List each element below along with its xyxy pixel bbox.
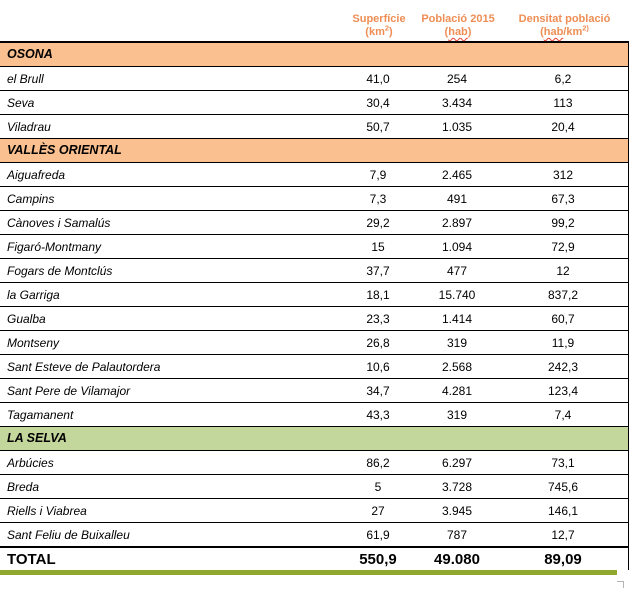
municipality-name: Montseny — [7, 335, 60, 350]
total-label: TOTAL — [7, 550, 56, 568]
municipality-name: Viladrau — [7, 119, 51, 134]
poblacio-value: 254 — [446, 71, 468, 86]
section-header: VALLÈS ORIENTAL — [0, 139, 628, 163]
superficie-value: 34,7 — [366, 383, 390, 398]
table-row — [0, 283, 628, 307]
superficie-value: 86,2 — [366, 455, 390, 470]
table-row — [0, 355, 628, 379]
municipality-name: Riells i Viabrea — [7, 503, 87, 518]
densitat-value: 73,1 — [551, 455, 575, 470]
superficie-value: 7,3 — [369, 191, 387, 206]
bottom-accent-bar — [0, 570, 617, 575]
poblacio-value: 3.434 — [441, 95, 473, 110]
municipality-name: Figaró-Montmany — [7, 239, 102, 254]
superficie-value: 26,8 — [366, 335, 390, 350]
municipality-name: Campins — [7, 191, 55, 206]
superficie-value: 29,2 — [366, 215, 390, 230]
column-header-row — [0, 0, 629, 43]
superficie-value: 18,1 — [366, 287, 390, 302]
poblacio-value: 1.414 — [441, 311, 473, 326]
column-header-superficie — [342, 13, 416, 41]
municipality-name: Gualba — [7, 311, 46, 326]
municipality-name: Arbúcies — [7, 455, 54, 470]
densitat-value: 12 — [556, 263, 570, 278]
densitat-value: 72,9 — [551, 239, 575, 254]
densitat-value: 123,4 — [547, 383, 579, 398]
column-header-poblacio — [416, 13, 500, 41]
table-body — [0, 43, 629, 570]
densitat-value: 242,3 — [547, 359, 579, 374]
column-unit: ($hab/km^{2)}$ — [540, 23, 589, 38]
poblacio-value: 319 — [446, 407, 468, 422]
table-row — [0, 475, 628, 499]
municipality-name: Fogars de Montclús — [7, 263, 113, 278]
poblacio-value: 15.740 — [438, 287, 476, 302]
superficie-value: 23,3 — [366, 311, 390, 326]
column-header-densitat — [500, 13, 629, 41]
section-header: OSONA — [0, 43, 628, 67]
poblacio-value: 2.568 — [441, 359, 473, 374]
column-unit: $(km^2)$ — [365, 23, 393, 38]
poblacio-value: 477 — [446, 263, 468, 278]
total-densitat-value: 89,09 — [544, 550, 582, 568]
table-row — [0, 331, 628, 355]
poblacio-value: 491 — [446, 191, 468, 206]
municipality-name: Seva — [7, 95, 35, 110]
total-poblacio-value: 49.080 — [434, 550, 480, 568]
table-row — [0, 211, 628, 235]
densitat-value: 20,4 — [551, 119, 575, 134]
densitat-value: 60,7 — [551, 311, 575, 326]
table-row — [0, 451, 628, 475]
total-superficie-value: 550,9 — [359, 550, 397, 568]
superficie-value: 41,0 — [366, 71, 390, 86]
superficie-value: 27 — [371, 503, 385, 518]
densitat-value: 67,3 — [551, 191, 575, 206]
municipality-name: Sant Pere de Vilamajor — [7, 383, 131, 398]
poblacio-value: 6.297 — [441, 455, 473, 470]
densitat-value: 7,4 — [554, 407, 572, 422]
municipality-name: el Brull — [7, 71, 44, 86]
densitat-value: 745,6 — [547, 479, 579, 494]
municipality-name: Breda — [7, 479, 40, 494]
municipality-name: Cànoves i Samalús — [7, 215, 111, 230]
table-row — [0, 67, 628, 91]
superficie-value: 10,6 — [366, 359, 390, 374]
densitat-value: 146,1 — [547, 503, 579, 518]
superficie-value: 15 — [371, 239, 385, 254]
municipality-name: Sant Esteve de Palautordera — [7, 359, 161, 374]
column-unit: (hab) — [444, 26, 472, 38]
municipality-name: Aiguafreda — [7, 167, 66, 182]
municipality-name: la Garriga — [7, 287, 60, 302]
table-row — [0, 523, 628, 547]
superficie-value: 30,4 — [366, 95, 390, 110]
table-row — [0, 187, 628, 211]
column-title: Superfície — [352, 13, 406, 25]
table-row — [0, 163, 628, 187]
poblacio-value: 3.945 — [441, 503, 473, 518]
table-row — [0, 91, 628, 115]
poblacio-value: 319 — [446, 335, 468, 350]
table-row — [0, 235, 628, 259]
table-row — [0, 307, 628, 331]
densitat-value: 837,2 — [547, 287, 579, 302]
poblacio-value: 4.281 — [441, 383, 473, 398]
densitat-value: 99,2 — [551, 215, 575, 230]
table-row — [0, 115, 628, 139]
poblacio-value: 3.728 — [441, 479, 473, 494]
total-row — [0, 547, 628, 570]
table-row — [0, 259, 628, 283]
superficie-value: 61,9 — [366, 527, 390, 542]
table-end-mark — [617, 581, 624, 588]
densitat-value: 12,7 — [551, 527, 575, 542]
poblacio-value: 787 — [446, 527, 468, 542]
poblacio-value: 2.465 — [441, 167, 473, 182]
superficie-value: 5 — [374, 479, 382, 494]
table-row — [0, 499, 628, 523]
poblacio-value: 1.094 — [441, 239, 473, 254]
municipality-name: Tagamanent — [7, 407, 74, 422]
superficie-value: 50,7 — [366, 119, 390, 134]
column-title: Densitat població — [518, 13, 611, 25]
poblacio-value: 1.035 — [441, 119, 473, 134]
poblacio-value: 2.897 — [441, 215, 473, 230]
section-header: LA SELVA — [0, 427, 628, 451]
densitat-value: 312 — [552, 167, 574, 182]
densitat-value: 113 — [553, 95, 573, 110]
table-row — [0, 379, 628, 403]
superficie-value: 37,7 — [366, 263, 390, 278]
superficie-value: 43,3 — [366, 407, 390, 422]
column-title: Població 2015 — [421, 13, 495, 25]
municipality-name: Sant Feliu de Buixalleu — [7, 527, 130, 542]
densitat-value: 6,2 — [554, 71, 572, 86]
table-row — [0, 403, 628, 427]
densitat-value: 11,9 — [551, 335, 575, 350]
superficie-value: 7,9 — [369, 167, 387, 182]
